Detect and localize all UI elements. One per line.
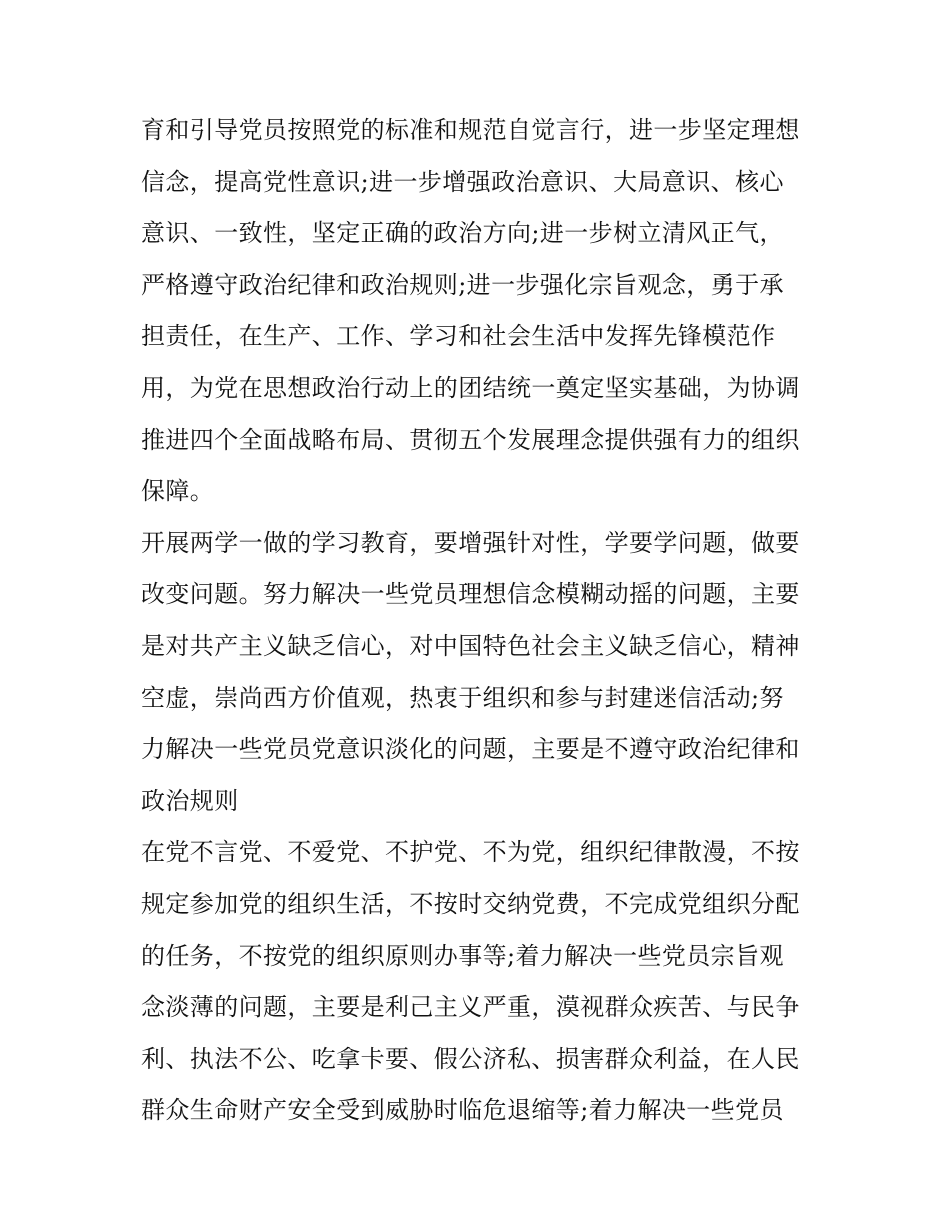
- text-line: 在党不言党、不爱党、不护党、不为党，组织纪律散漫，不按: [141, 838, 800, 867]
- text-line: 的任务，不按党的组织原则办事等;着力解决一些党员宗旨观: [141, 941, 784, 970]
- text-line: 利、执法不公、吃拿卡要、假公济私、损害群众利益，在人民: [141, 1044, 800, 1073]
- text-line: 改变问题。努力解决一些党员理想信念模糊动摇的问题，主要: [141, 580, 800, 609]
- text-line: 推进四个全面战略布局、贯彻五个发展理念提供强有力的组织: [141, 425, 800, 454]
- text-line: 信念，提高党性意识;进一步增强政治意识、大局意识、核心: [141, 167, 784, 196]
- text-line: 是对共产主义缺乏信心，对中国特色社会主义缺乏信心，精神: [141, 631, 800, 660]
- text-line: 念淡薄的问题，主要是利己主义严重，漠视群众疾苦、与民争: [141, 993, 800, 1022]
- body-text: [141, 105, 821, 1137]
- text-line: 用，为党在思想政治行动上的团结统一奠定坚实基础，为协调: [141, 373, 800, 402]
- text-line: 保障。: [141, 477, 215, 506]
- text-line: 群众生命财产安全受到威胁时临危退缩等;着力解决一些党员: [141, 1096, 784, 1125]
- text-line: 力解决一些党员党意识淡化的问题，主要是不遵守政治纪律和: [141, 735, 800, 764]
- text-line: 政治规则: [141, 786, 239, 815]
- text-line: 意识、一致性，坚定正确的政治方向;进一步树立清风正气，: [141, 219, 784, 248]
- text-line: 担责任，在生产、工作、学习和社会生活中发挥先锋模范作: [141, 322, 776, 351]
- text-line: 育和引导党员按照党的标准和规范自觉言行，进一步坚定理想: [141, 116, 800, 144]
- text-line: 严格遵守政治纪律和政治规则;进一步强化宗旨观念，勇于承: [141, 270, 784, 299]
- text-line: 规定参加党的组织生活，不按时交纳党费，不完成党组织分配: [141, 889, 800, 918]
- text-line: 空虚，崇尚西方价值观，热衷于组织和参与封建迷信活动;努: [141, 683, 784, 712]
- text-line: 开展两学一做的学习教育，要增强针对性，学要学问题，做要: [141, 528, 800, 557]
